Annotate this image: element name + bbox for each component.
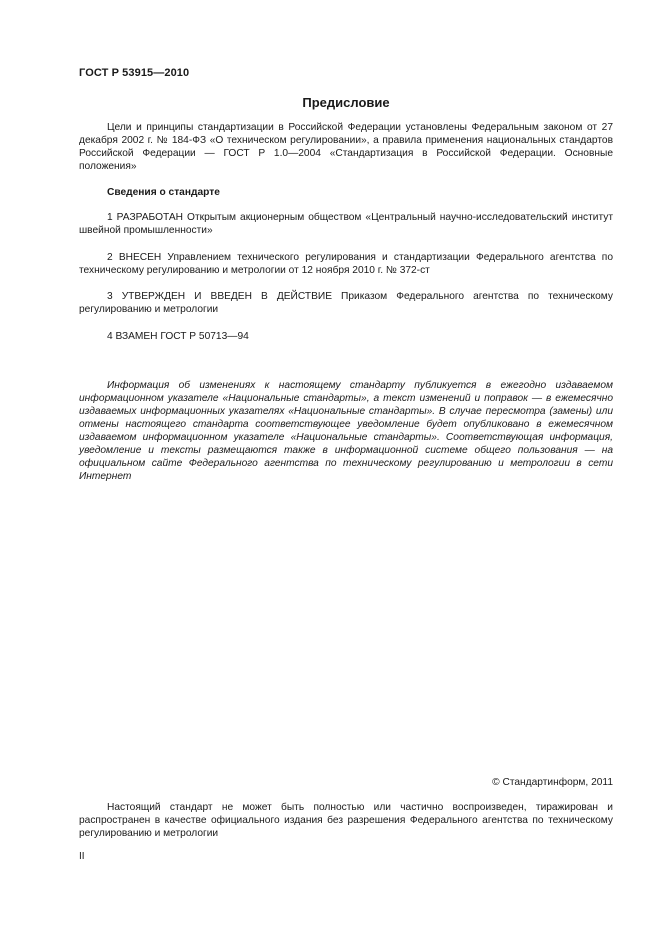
- copyright-line: © Стандартинформ, 2011: [492, 777, 613, 788]
- document-code: ГОСТ Р 53915—2010: [79, 67, 190, 79]
- notice-paragraph: Информация об изменениях к настоящему стандарту публикуется в ежегодно издаваемом информационном указателе «Национальные стандарты», а текст изменений и поправок — в ежемесячно издаваемых информационных указателях «Национальные стандарты». В случае пересмотра (замены) или отмены настоящего стандарта соответствующее уведомление будет опубликовано в ежемесячном издаваемом информационном указателе «Национальные стандарты». Соответствующая информация, уведомление и тексты размещаются также в информационной системе общего пользования — на официальном сайте Федерального агентства по техническому регулированию и метрологии в сети Интернет: [79, 380, 613, 482]
- intro-paragraph: Цели и принципы стандартизации в Российской Федерации установлены Федеральным законом от 27 декабря 2002 г. № 184-ФЗ «О техническом регулировании», а правила применения национальных стандартов Российской Федерации — ГОСТ Р 1.0—2004 «Стандартизация в Российской Федерации. Основные положения»: [79, 122, 613, 172]
- section-title: Сведения о стандарте: [107, 187, 220, 198]
- item-introduced: 2 ВНЕСЕН Управлением технического регулирования и стандартизации Федерального агентства по техническому регулированию и метрологии от 12 ноября 2010 г. № 372-ст: [79, 252, 613, 276]
- page-title: Предисловие: [302, 95, 390, 110]
- item-replaces: 4 ВЗАМЕН ГОСТ Р 50713—94: [107, 331, 249, 342]
- reproduction-paragraph: Настоящий стандарт не может быть полностью или частично воспроизведен, тиражирован и распространен в качестве официального издания без разрешения Федерального агентства по техническому регулированию и метрологии: [79, 802, 613, 839]
- item-developed: 1 РАЗРАБОТАН Открытым акционерным обществом «Центральный научно-исследовательский институт швейной промышленности»: [79, 212, 613, 236]
- page-number: II: [79, 851, 85, 862]
- item-approved: 3 УТВЕРЖДЕН И ВВЕДЕН В ДЕЙСТВИЕ Приказом Федерального агентства по техническому регулированию и метрологии: [79, 291, 613, 315]
